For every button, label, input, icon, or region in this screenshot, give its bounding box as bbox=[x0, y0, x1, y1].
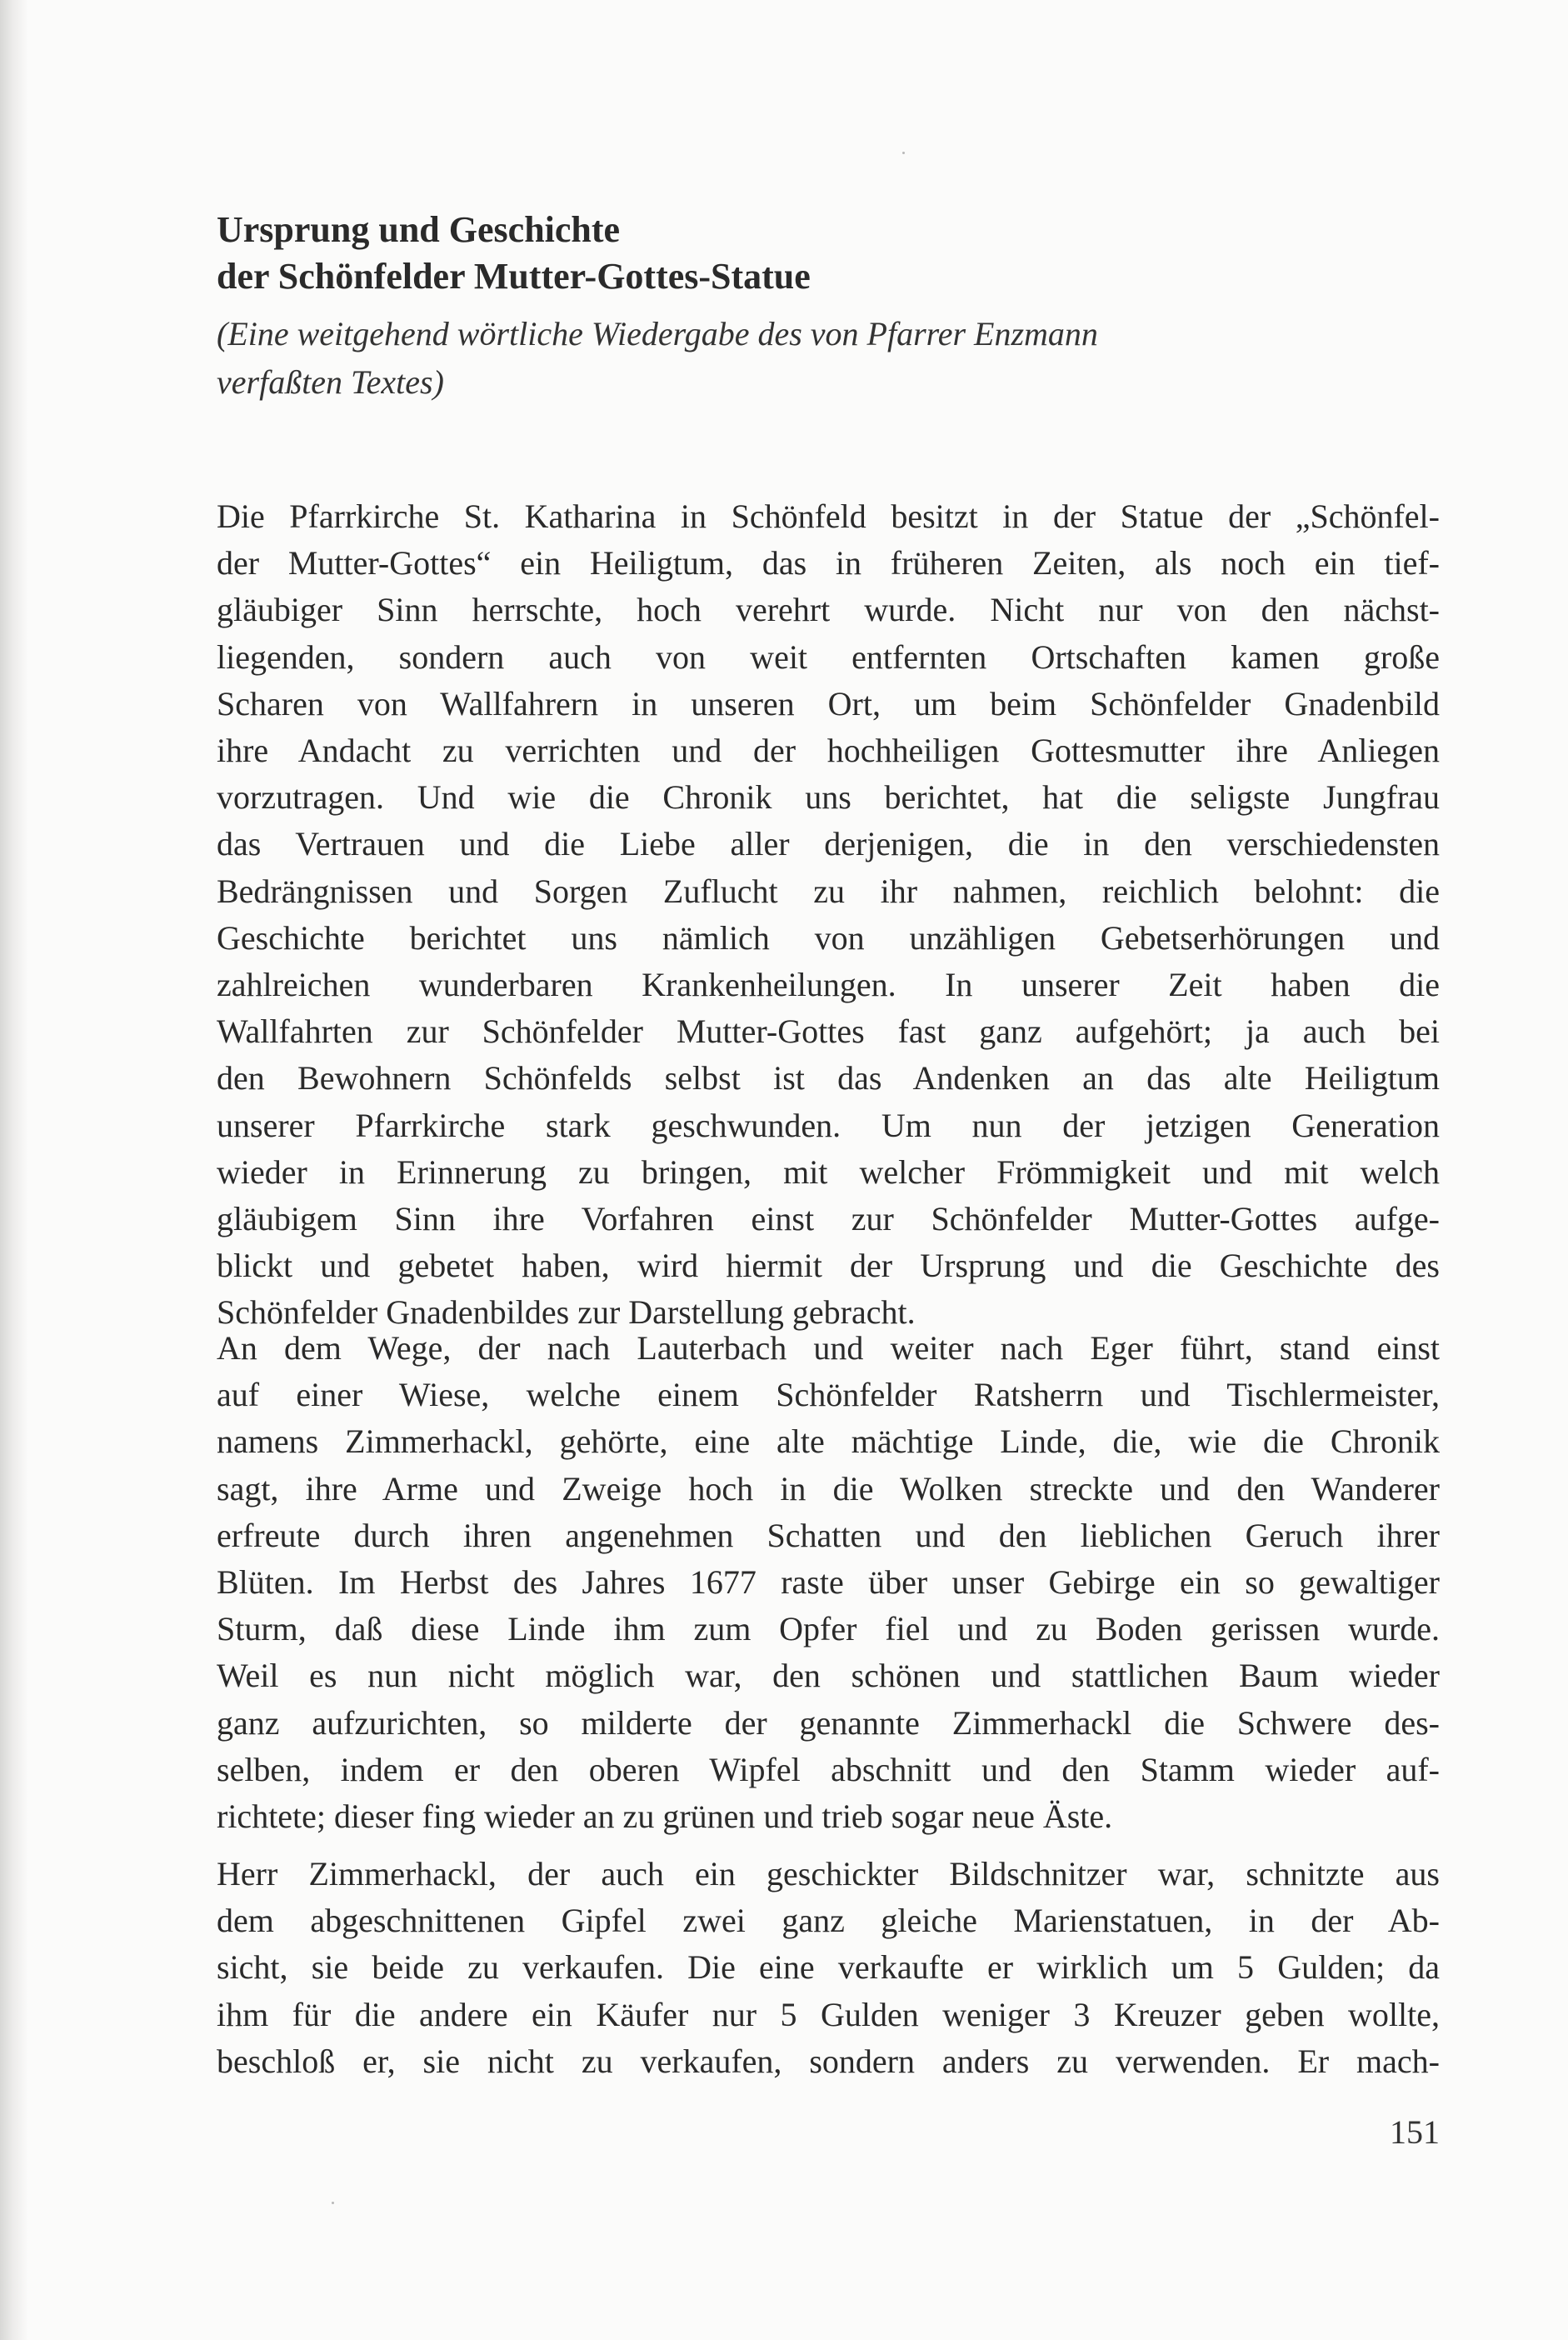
text-line: Blüten. Im Herbst des Jahres 1677 raste über unser Gebirge ein so gewaltiger bbox=[217, 1563, 1440, 1602]
chapter-subheading bbox=[217, 310, 1440, 407]
text-line: selben, indem er den oberen Wipfel abschnitt und den Stamm wieder auf- bbox=[217, 1750, 1440, 1788]
text-line: das Vertrauen und die Liebe aller derjenigen, die in den verschiedensten bbox=[217, 825, 1440, 863]
subheading-line-1: (Eine weitgehend wörtliche Wiedergabe des von Pfarrer Enzmann bbox=[217, 315, 1098, 352]
text-line: Weil es nun nicht möglich war, den schönen und stattlichen Baum wieder bbox=[217, 1657, 1440, 1695]
text-line: dem abgeschnittenen Gipfel zwei ganz gleiche Marienstatuen, in der Ab- bbox=[217, 1902, 1440, 1940]
text-line: ihre Andacht zu verrichten und der hochheiligen Gottesmutter ihre Anliegen bbox=[217, 732, 1440, 770]
text-line: Bedrängnissen und Sorgen Zuflucht zu ihr nahmen, reichlich belohnt: die bbox=[217, 872, 1440, 910]
subheading-line-2: verfaßten Textes) bbox=[217, 363, 444, 401]
text-line: Wallfahrten zur Schönfelder Mutter-Gottes fast ganz aufgehört; ja auch bei bbox=[217, 1012, 1440, 1051]
paper-speck bbox=[902, 152, 905, 154]
text-line: den Bewohnern Schönfelds selbst ist das Andenken an das alte Heiligtum bbox=[217, 1059, 1440, 1098]
text-line: Herr Zimmerhackl, der auch ein geschickter Bildschnitzer war, schnitzte aus bbox=[217, 1855, 1440, 1892]
text-line: Geschichte berichtet uns nämlich von unzähligen Gebetserhörungen und bbox=[217, 918, 1440, 957]
text-line: An dem Wege, der nach Lauterbach und weiter nach Eger führt, stand einst bbox=[217, 1329, 1440, 1367]
paper-speck bbox=[332, 2202, 334, 2204]
text-line: wieder in Erinnerung zu bringen, mit welcher Frömmigkeit und mit welch bbox=[217, 1152, 1440, 1191]
text-line: unserer Pfarrkirche stark geschwunden. Um nun der jetzigen Generation bbox=[217, 1106, 1440, 1144]
page-number: 151 bbox=[1390, 2113, 1440, 2151]
paragraph-2 bbox=[217, 1325, 1440, 1840]
paragraph-3 bbox=[217, 1851, 1440, 2085]
heading-line-1: Ursprung und Geschichte bbox=[217, 209, 621, 250]
text-line: sagt, ihre Arme und Zweige hoch in die Wolken streckte und den Wanderer bbox=[217, 1469, 1440, 1508]
text-line: vorzutragen. Und wie die Chronik uns berichtet, hat die seligste Jungfrau bbox=[217, 778, 1440, 817]
spine-shadow bbox=[0, 0, 28, 2340]
chapter-heading bbox=[217, 207, 1440, 300]
text-line: sicht, sie beide zu verkaufen. Die eine verkaufte er wirklich um 5 Gulden; da bbox=[217, 1948, 1440, 1987]
text-line: ihm für die andere ein Käufer nur 5 Gulden weniger 3 Kreuzer geben wollte, bbox=[217, 1995, 1440, 2033]
text-line: Die Pfarrkirche St. Katharina in Schönfeld besitzt in der Statue der „Schönfel- bbox=[217, 498, 1440, 535]
text-line: liegenden, sondern auch von weit entfernten Ortschaften kamen große bbox=[217, 638, 1440, 676]
text-line: richtete; dieser fing wieder an zu grünen und trieb sogar neue Äste. bbox=[217, 1798, 1113, 1836]
heading-line-2: der Schönfelder Mutter-Gottes-Statue bbox=[217, 256, 811, 297]
text-line: zahlreichen wunderbaren Krankenheilungen. In unserer Zeit haben die bbox=[217, 966, 1440, 1004]
text-line: Sturm, daß diese Linde ihm zum Opfer fiel und zu Boden gerissen wurde. bbox=[217, 1610, 1440, 1648]
text-line: beschloß er, sie nicht zu verkaufen, sondern anders zu verwenden. Er mach- bbox=[217, 2042, 1440, 2080]
text-line: der Mutter-Gottes“ ein Heiligtum, das in früheren Zeiten, als noch ein tief- bbox=[217, 544, 1440, 582]
text-line: Scharen von Wallfahrern in unseren Ort, um beim Schönfelder Gnadenbild bbox=[217, 684, 1440, 722]
paragraph-1 bbox=[217, 493, 1440, 1337]
text-line: erfreute durch ihren angenehmen Schatten und den lieblichen Geruch ihrer bbox=[217, 1516, 1440, 1554]
text-line: namens Zimmerhackl, gehörte, eine alte mächtige Linde, die, wie die Chronik bbox=[217, 1422, 1440, 1461]
text-line: ganz aufzurichten, so milderte der genannte Zimmerhackl die Schwere des- bbox=[217, 1703, 1440, 1742]
text-line: auf einer Wiese, welche einem Schönfelder Ratsherrn und Tischlermeister, bbox=[217, 1376, 1440, 1414]
text-line: gläubigem Sinn ihre Vorfahren einst zur Schönfelder Mutter-Gottes aufge- bbox=[217, 1200, 1440, 1238]
text-line: Schönfelder Gnadenbildes zur Darstellung gebracht. bbox=[217, 1293, 916, 1332]
text-line: gläubiger Sinn herrschte, hoch verehrt wurde. Nicht nur von den nächst- bbox=[217, 591, 1440, 629]
text-line: blickt und gebetet haben, wird hiermit der Ursprung und die Geschichte des bbox=[217, 1247, 1440, 1285]
